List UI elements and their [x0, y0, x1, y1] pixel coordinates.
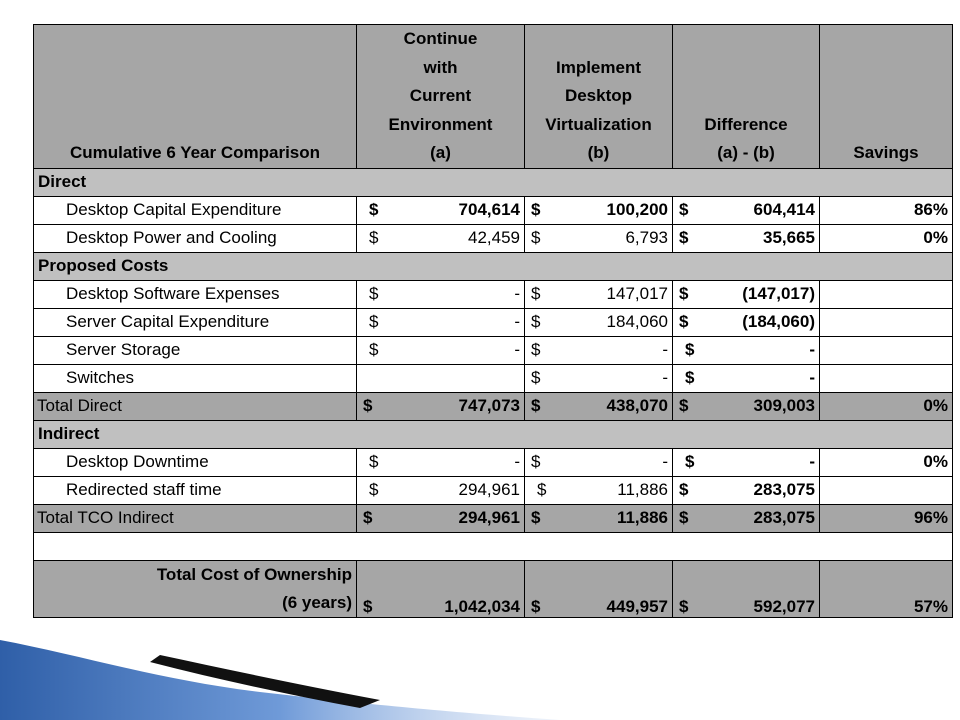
cell-diff: $ - [673, 448, 820, 476]
cell-b: $ - [525, 448, 673, 476]
cell-b: $ 6,793 [525, 224, 673, 252]
row-label: Total TCO Indirect [34, 504, 357, 532]
grand-total-row [34, 560, 953, 617]
row-label: Server Capital Expenditure [34, 308, 357, 336]
table-row [34, 448, 953, 476]
table-row [34, 224, 953, 252]
header-savings: Savings [820, 25, 953, 169]
row-label: Desktop Capital Expenditure [34, 196, 357, 224]
cell-savings: 96% [820, 504, 953, 532]
cell-diff: $ - [673, 336, 820, 364]
table-row [34, 476, 953, 504]
cell-b: $ 100,200 [525, 196, 673, 224]
cell-diff: $ 309,003 [673, 392, 820, 420]
cell-a: $ - [357, 448, 525, 476]
cell-b: $ 438,070 [525, 392, 673, 420]
cell-diff: $ - [673, 364, 820, 392]
cell-savings [820, 336, 953, 364]
cell-b: $ 11,886 [525, 476, 673, 504]
cell-savings: 86% [820, 196, 953, 224]
cell-diff: $ (184,060) [673, 308, 820, 336]
cell-savings: 57% [820, 560, 953, 617]
table-row [34, 196, 953, 224]
row-label: Server Storage [34, 336, 357, 364]
section-title: Direct [34, 168, 953, 196]
total-indirect-row [34, 504, 953, 532]
slide-corner-decoration [0, 600, 560, 720]
header-difference: Difference (a) - (b) [673, 25, 820, 169]
cell-b: $ - [525, 364, 673, 392]
cell-a: $ 294,961 [357, 476, 525, 504]
section-title: Proposed Costs [34, 252, 953, 280]
spacer-row [34, 532, 953, 560]
cell-savings [820, 280, 953, 308]
section-indirect [34, 420, 953, 448]
cell-b: $ 184,060 [525, 308, 673, 336]
cell-b: $ 449,957 [525, 560, 673, 617]
cell-a: $ - [357, 336, 525, 364]
cell-savings [820, 364, 953, 392]
table-row [34, 336, 953, 364]
table-row [34, 364, 953, 392]
row-label: Desktop Downtime [34, 448, 357, 476]
cell-a [357, 364, 525, 392]
cell-savings [820, 476, 953, 504]
cell-a: $ 747,073 [357, 392, 525, 420]
cell-savings: 0% [820, 392, 953, 420]
tco-comparison-table [33, 24, 953, 618]
section-title: Indirect [34, 420, 953, 448]
header-row [34, 25, 953, 169]
cell-a: $ 704,614 [357, 196, 525, 224]
spacer-cell [34, 532, 953, 560]
header-comparison: Cumulative 6 Year Comparison [34, 25, 357, 169]
cell-b: $ 147,017 [525, 280, 673, 308]
row-label: Total Cost of Ownership (6 years) [34, 560, 357, 617]
table-row [34, 308, 953, 336]
table-row [34, 280, 953, 308]
cell-a: $ 294,961 [357, 504, 525, 532]
header-desktop-virtualization: Implement Desktop Virtualization (b) [525, 25, 673, 169]
row-label: Switches [34, 364, 357, 392]
cell-a: $ - [357, 280, 525, 308]
total-direct-row [34, 392, 953, 420]
cell-a: $ 1,042,034 [357, 560, 525, 617]
row-label: Total Direct [34, 392, 357, 420]
row-label: Desktop Software Expenses [34, 280, 357, 308]
cell-savings [820, 308, 953, 336]
section-direct [34, 168, 953, 196]
section-proposed-costs [34, 252, 953, 280]
cell-a: $ - [357, 308, 525, 336]
cell-b: $ - [525, 336, 673, 364]
cell-b: $ 11,886 [525, 504, 673, 532]
cell-savings: 0% [820, 448, 953, 476]
cell-diff: $ 283,075 [673, 476, 820, 504]
cell-diff: $ 592,077 [673, 560, 820, 617]
cell-diff: $ 35,665 [673, 224, 820, 252]
header-current-environment: Continue with Current Environment (a) [357, 25, 525, 169]
cell-diff: $ (147,017) [673, 280, 820, 308]
row-label: Redirected staff time [34, 476, 357, 504]
cell-savings: 0% [820, 224, 953, 252]
cell-a: $ 42,459 [357, 224, 525, 252]
row-label: Desktop Power and Cooling [34, 224, 357, 252]
cell-diff: $ 283,075 [673, 504, 820, 532]
cell-diff: $ 604,414 [673, 196, 820, 224]
